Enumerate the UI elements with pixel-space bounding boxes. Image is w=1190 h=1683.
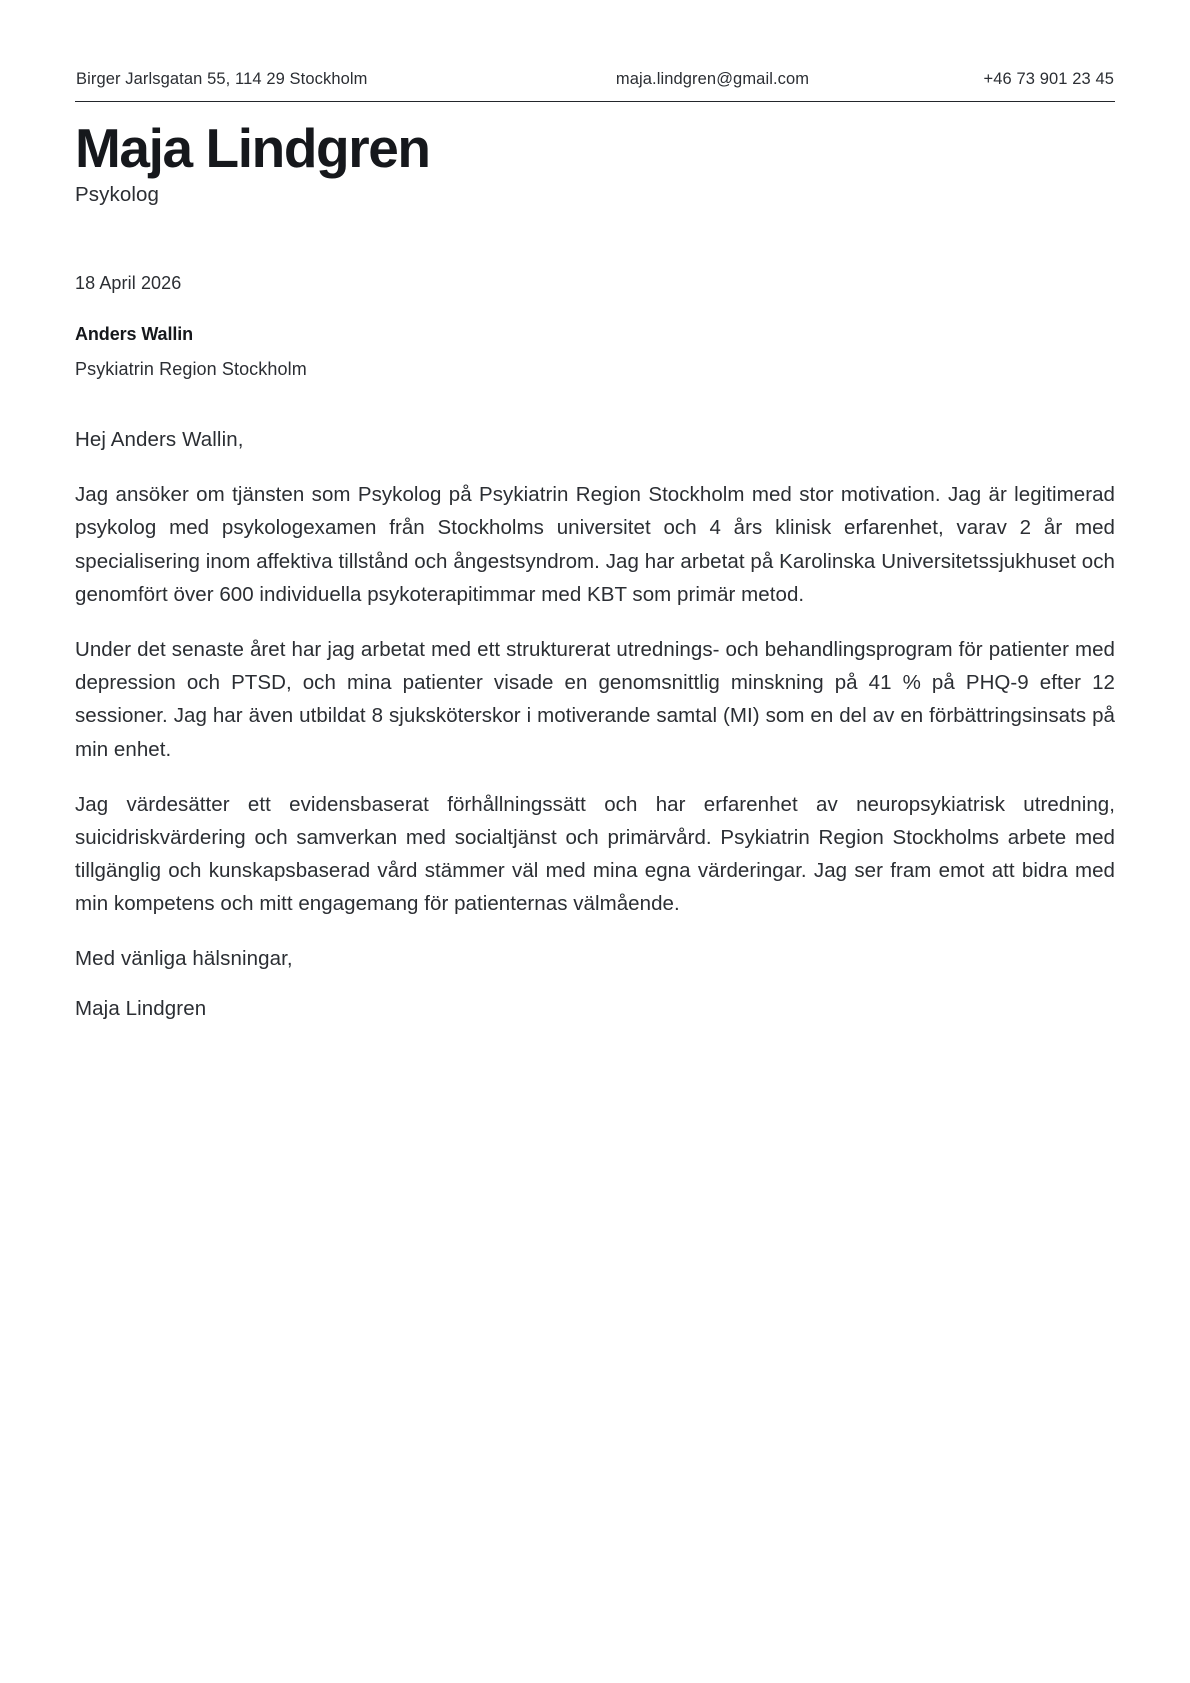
letter-meta-block: [75, 273, 1115, 380]
page-title: Maja Lindgren: [75, 117, 430, 179]
letter-paragraph: Jag ansöker om tjänsten som Psykolog på Psykiatrin Region Stockholm med stor motivation. Jag är legitimerad psykolog med psykologexamen från Stockholms universitet och 4 års klinisk erfarenhet, varav 2 år med specialisering inom affektiva tillstånd och ångestsyndrom. Jag har arbetat på Karolinska Universitetssjukhuset och genomfört över 600 individuella psykoterapitimmar med KBT som primär metod.: [75, 483, 1115, 606]
letter-body: [75, 428, 1115, 1020]
letter-date: 18 April 2026: [75, 273, 182, 294]
letter-salutation: Hej Anders Wallin,: [75, 428, 244, 452]
job-role-subtitle: Psykolog: [75, 183, 159, 207]
contact-email: maja.lindgren@gmail.com: [615, 70, 810, 88]
contact-address: Birger Jarlsgatan 55, 114 29 Stockholm: [76, 70, 368, 88]
letter-paragraph: Jag värdesätter ett evidensbaserat förhållningssätt och har erfarenhet av neuropsykiatrisk utredning, suicidriskvärdering och samverkan med socialtjänst och primärvård. Psykiatrin Region Stockholms arbete med tillgänglig och kunskapsbaserad vård stämmer väl med mina egna värderingar. Jag ser fram emot att bidra med min kompetens och mitt engagemang för patienternas välmående.: [75, 792, 1115, 916]
header-divider: [75, 101, 1115, 102]
letter-signature: Maja Lindgren: [75, 996, 207, 1020]
contact-header: [75, 70, 1115, 101]
recipient-organization: Psykiatrin Region Stockholm: [75, 359, 307, 380]
contact-phone: +46 73 901 23 45: [983, 70, 1114, 88]
letter-closing: Med vänliga hälsningar,: [75, 946, 293, 970]
recipient-name: Anders Wallin: [75, 324, 194, 345]
letter-paragraph: Under det senaste året har jag arbetat med ett strukturerat utrednings- och behandlingsprogram för patienter med depression och PTSD, och mina patienter visade en genomsnittlig minskning på 41 % på PHQ-9 efter 12 sessioner. Jag har även utbildat 8 sjuksköterskor i motiverande samtal (MI) som en del av en förbättringsinsats på min enhet.: [75, 638, 1115, 761]
